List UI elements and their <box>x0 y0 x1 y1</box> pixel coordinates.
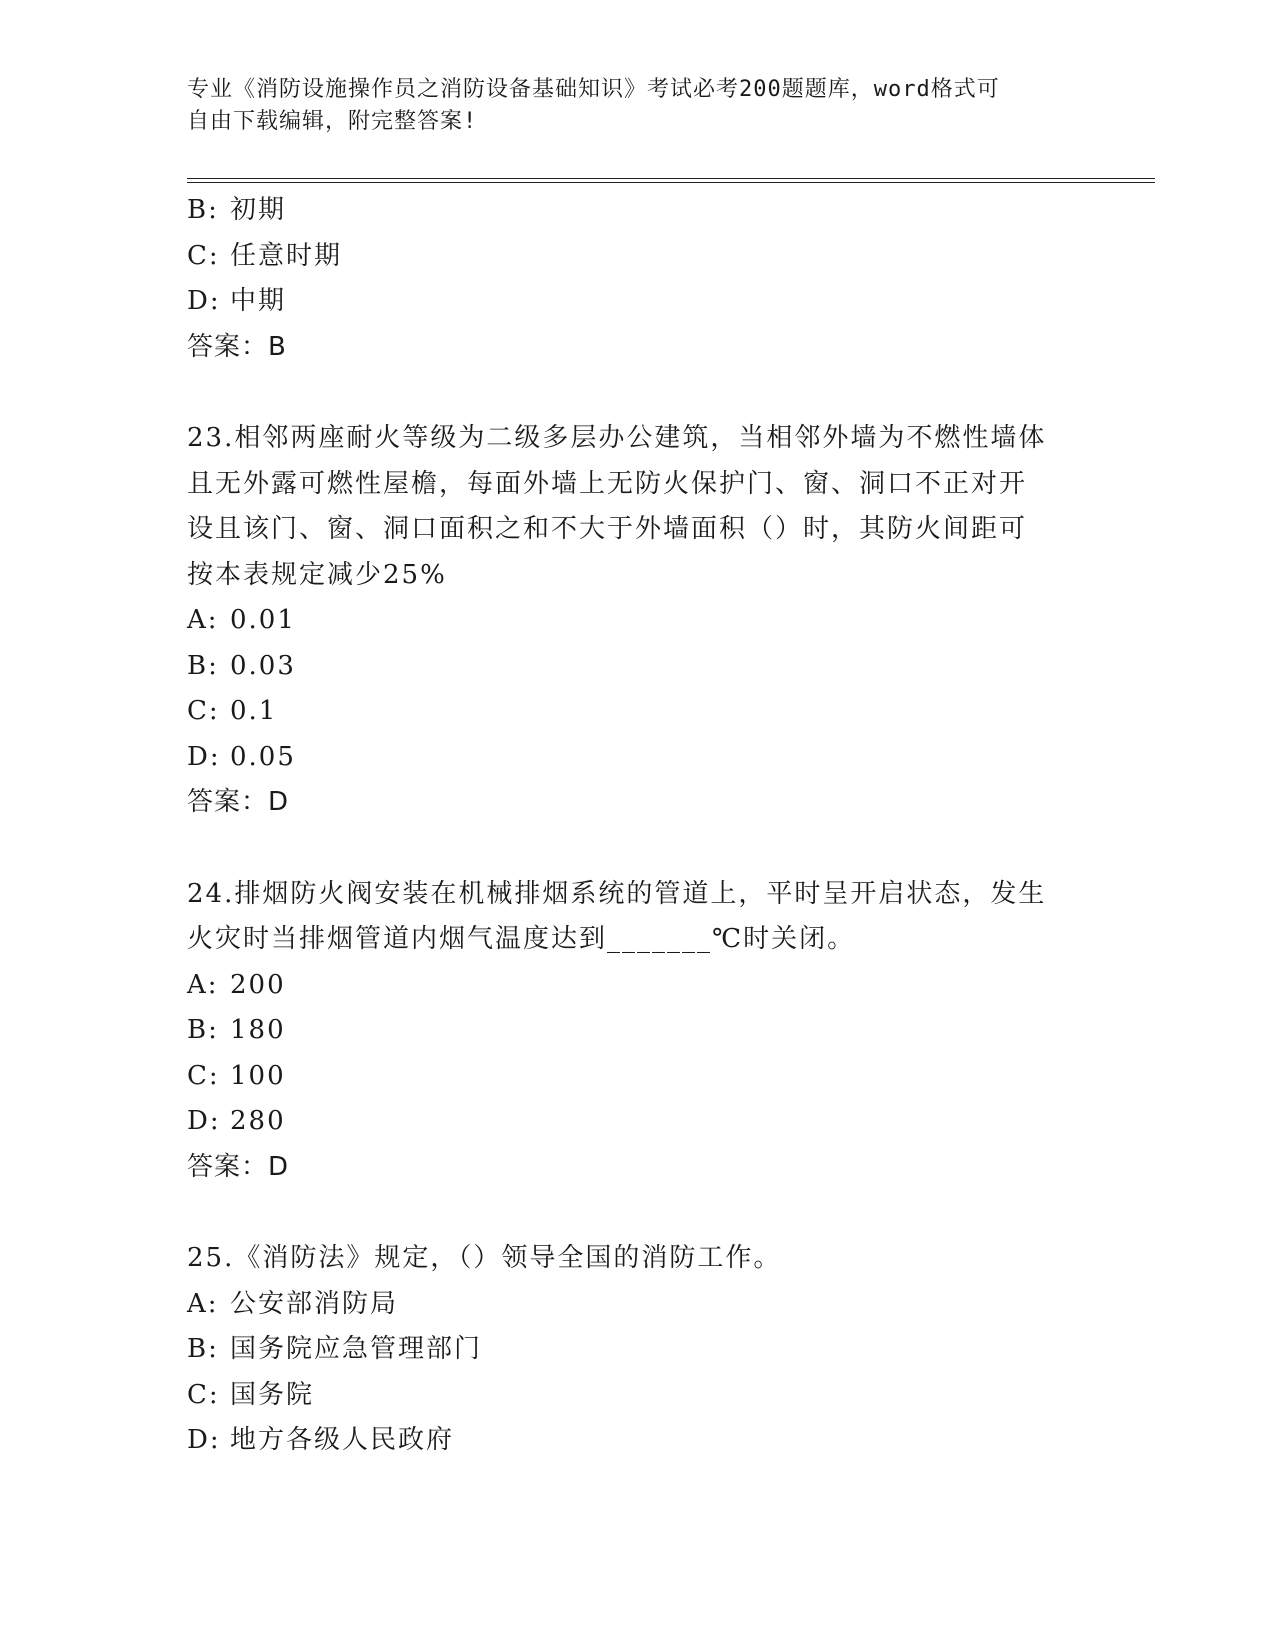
option-row <box>187 188 1087 234</box>
option-letter: B: <box>187 1334 219 1364</box>
question-text-line: 火灾时当排烟管道内烟气温度达到_______℃时关闭。 <box>187 924 856 954</box>
option-row <box>187 735 1087 781</box>
question-text-line: 25.《消防法》规定，（）领导全国的消防工作。 <box>187 1243 782 1273</box>
option-letter: C: <box>187 240 220 271</box>
header-divider <box>187 178 1155 183</box>
option-text: 0.01 <box>230 605 296 635</box>
option-letter: C: <box>187 1379 220 1410</box>
header-line-2: 自由下载编辑，附完整答案! <box>187 109 478 134</box>
page-header <box>187 74 1087 138</box>
option-letter: A: <box>187 969 219 1000</box>
option-row <box>187 1327 1087 1373</box>
option-letter: C: <box>187 1060 220 1091</box>
option-letter: A: <box>187 1288 219 1319</box>
answer-line: 答案：D <box>187 787 290 817</box>
option-text: 中期 <box>230 286 287 316</box>
option-row <box>187 1099 1087 1145</box>
option-row <box>187 963 1087 1009</box>
option-row <box>187 234 1087 280</box>
option-text: 公安部消防局 <box>230 1288 399 1319</box>
option-text: 0.05 <box>230 741 296 772</box>
question-text-line: 23.相邻两座耐火等级为二级多层办公建筑，当相邻外墙为不燃性墙体 <box>187 423 1047 453</box>
option-text: 280 <box>230 1106 286 1136</box>
option-letter: D: <box>187 741 221 772</box>
option-text: 任意时期 <box>230 240 343 271</box>
question-24 <box>187 872 1087 1191</box>
question-25 <box>187 1236 1087 1464</box>
answer-line: 答案：D <box>187 1151 290 1182</box>
option-row <box>187 598 1087 644</box>
question-22-tail <box>187 188 1087 370</box>
question-text-line: 按本表规定减少25% <box>187 559 447 590</box>
option-text: 200 <box>230 969 286 1000</box>
option-text: 100 <box>230 1060 286 1091</box>
option-row <box>187 1418 1087 1464</box>
header-line-1: 专业《消防设施操作员之消防设备基础知识》考试必考200题题库，word格式可 <box>187 77 1000 102</box>
answer-line: 答案：B <box>187 331 287 362</box>
option-text: 国务院 <box>230 1379 315 1410</box>
spacer <box>187 370 1087 416</box>
question-text-line: 且无外露可燃性屋檐，每面外墙上无防火保护门、窗、洞口不正对开 <box>187 468 1028 499</box>
option-text: 0.1 <box>230 696 278 726</box>
option-letter: A: <box>187 605 219 635</box>
option-text: 地方各级人民政府 <box>230 1425 455 1455</box>
option-text: 初期 <box>230 195 287 225</box>
option-letter: B: <box>187 1015 219 1045</box>
option-text: 0.03 <box>230 650 296 681</box>
option-letter: D: <box>187 286 221 316</box>
option-letter: B: <box>187 195 219 225</box>
option-letter: D: <box>187 1106 221 1136</box>
option-row <box>187 1008 1087 1054</box>
question-list <box>187 188 1087 1464</box>
option-text: 180 <box>230 1015 286 1045</box>
option-letter: C: <box>187 696 220 726</box>
option-row <box>187 279 1087 325</box>
option-text: 国务院应急管理部门 <box>230 1334 483 1364</box>
question-23 <box>187 416 1087 826</box>
option-row <box>187 1282 1087 1328</box>
option-row <box>187 1373 1087 1419</box>
spacer <box>187 1190 1087 1236</box>
question-text-line: 设且该门、窗、洞口面积之和不大于外墙面积（）时，其防火间距可 <box>187 514 1028 544</box>
option-letter: D: <box>187 1425 221 1455</box>
option-row <box>187 644 1087 690</box>
option-row <box>187 689 1087 735</box>
option-row <box>187 1054 1087 1100</box>
question-text-line: 24.排烟防火阀安装在机械排烟系统的管道上，平时呈开启状态，发生 <box>187 878 1047 909</box>
spacer <box>187 826 1087 872</box>
option-letter: B: <box>187 650 219 681</box>
